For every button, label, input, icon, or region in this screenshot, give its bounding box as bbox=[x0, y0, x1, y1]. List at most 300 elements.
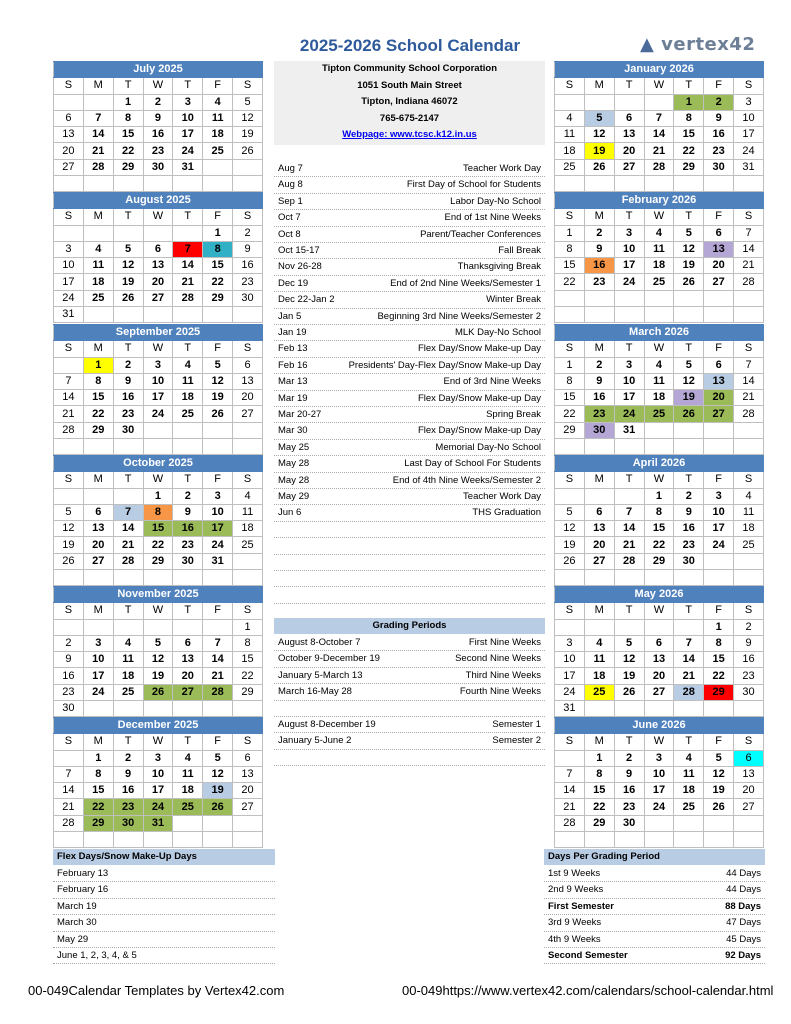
period-days: 44 Days bbox=[726, 884, 761, 896]
day-cell: 28 bbox=[555, 815, 585, 831]
empty-cell bbox=[113, 488, 143, 504]
event-description: Fall Break bbox=[498, 245, 541, 256]
day-cell: 16 bbox=[113, 390, 143, 406]
event-date: Jun 6 bbox=[278, 507, 302, 519]
day-cell: 25 bbox=[555, 159, 585, 175]
event-date: Mar 13 bbox=[278, 376, 308, 388]
day-cell: 18 bbox=[233, 521, 263, 537]
day-cell: 3 bbox=[143, 357, 173, 373]
weekday-label: F bbox=[704, 472, 734, 488]
day-cell: 5 bbox=[614, 635, 644, 651]
weekday-label: T bbox=[173, 734, 203, 750]
day-cell: 29 bbox=[143, 553, 173, 569]
empty-cell bbox=[734, 307, 764, 323]
day-cell: 17 bbox=[143, 390, 173, 406]
weekday-label: F bbox=[704, 78, 734, 94]
day-cell: 19 bbox=[113, 274, 143, 290]
day-cell: 2 bbox=[143, 94, 173, 110]
month-name: June 2026 bbox=[555, 718, 764, 734]
day-cell: 22 bbox=[674, 143, 704, 159]
empty-cell bbox=[614, 290, 644, 306]
weekday-label: F bbox=[203, 603, 233, 619]
day-cell: 16 bbox=[173, 521, 203, 537]
empty-cell bbox=[704, 290, 734, 306]
event-description: Presidents' Day-Flex Day/Snow Make-up Day bbox=[348, 359, 541, 371]
month-calendar bbox=[554, 61, 764, 192]
day-cell: 23 bbox=[54, 684, 84, 700]
weekday-label: F bbox=[203, 734, 233, 750]
event-date: Mar 19 bbox=[278, 392, 308, 404]
empty-cell bbox=[704, 832, 734, 848]
day-cell: 1 bbox=[644, 488, 674, 504]
day-cell: 13 bbox=[54, 127, 84, 143]
day-cell: 20 bbox=[83, 537, 113, 553]
day-cell: 6 bbox=[173, 635, 203, 651]
day-cell: 22 bbox=[143, 537, 173, 553]
empty-cell bbox=[83, 832, 113, 848]
day-cell: 24 bbox=[54, 290, 84, 306]
weekday-label: M bbox=[584, 341, 614, 357]
day-cell: 4 bbox=[674, 750, 704, 766]
empty-cell bbox=[54, 176, 84, 192]
empty-cell bbox=[173, 439, 203, 455]
day-cell: 28 bbox=[113, 553, 143, 569]
day-cell: 17 bbox=[83, 668, 113, 684]
empty-cell bbox=[173, 832, 203, 848]
day-cell: 16 bbox=[674, 521, 704, 537]
day-cell: 30 bbox=[233, 290, 263, 306]
day-cell: 13 bbox=[644, 652, 674, 668]
empty-row bbox=[274, 538, 545, 554]
day-cell: 5 bbox=[113, 241, 143, 257]
weekday-label: W bbox=[644, 209, 674, 225]
day-cell: 7 bbox=[555, 766, 585, 782]
day-cell: 30 bbox=[113, 815, 143, 831]
day-cell: 26 bbox=[233, 143, 263, 159]
weekday-label: T bbox=[173, 472, 203, 488]
event-date: Dec 19 bbox=[278, 277, 309, 289]
day-cell: 30 bbox=[173, 553, 203, 569]
day-cell: 19 bbox=[674, 258, 704, 274]
event-date: May 29 bbox=[278, 491, 310, 502]
grading-range: January 5-March 13 bbox=[278, 669, 363, 681]
day-cell: 29 bbox=[113, 159, 143, 175]
weekday-label: T bbox=[173, 341, 203, 357]
footer-url[interactable]: 00-049https://www.vertex42.com/calendars/school-calendar.html bbox=[402, 983, 774, 998]
day-cell: 4 bbox=[203, 94, 233, 110]
day-cell: 18 bbox=[113, 668, 143, 684]
day-cell: 22 bbox=[203, 274, 233, 290]
day-cell: 16 bbox=[734, 652, 764, 668]
weekday-label: T bbox=[113, 734, 143, 750]
day-cell: 4 bbox=[734, 488, 764, 504]
school-info-box bbox=[274, 61, 545, 145]
day-cell: 20 bbox=[233, 390, 263, 406]
empty-cell bbox=[54, 94, 84, 110]
day-cell: 10 bbox=[644, 766, 674, 782]
day-cell: 6 bbox=[233, 750, 263, 766]
weekday-label: S bbox=[734, 78, 764, 94]
flex-day-item: June 1, 2, 3, 4, & 5 bbox=[53, 948, 275, 964]
day-cell: 7 bbox=[644, 110, 674, 126]
day-cell: 17 bbox=[704, 521, 734, 537]
empty-cell bbox=[143, 832, 173, 848]
day-cell: 16 bbox=[584, 258, 614, 274]
day-cell: 14 bbox=[674, 652, 704, 668]
day-cell: 1 bbox=[83, 750, 113, 766]
weekday-label: F bbox=[203, 78, 233, 94]
days-per-period-row bbox=[544, 882, 765, 898]
empty-cell bbox=[54, 619, 84, 635]
day-cell: 8 bbox=[83, 766, 113, 782]
day-cell: 24 bbox=[734, 143, 764, 159]
day-cell: 14 bbox=[203, 652, 233, 668]
day-cell: 5 bbox=[674, 225, 704, 241]
day-cell: 5 bbox=[584, 110, 614, 126]
month-name: January 2026 bbox=[555, 62, 764, 78]
day-cell: 26 bbox=[54, 553, 84, 569]
period-label: 2nd 9 Weeks bbox=[548, 884, 604, 896]
empty-cell bbox=[555, 290, 585, 306]
day-cell: 31 bbox=[614, 422, 644, 438]
month-name: March 2026 bbox=[555, 325, 764, 341]
day-cell: 31 bbox=[734, 159, 764, 175]
day-cell: 15 bbox=[644, 521, 674, 537]
empty-cell bbox=[83, 439, 113, 455]
empty-row bbox=[274, 571, 545, 587]
empty-cell bbox=[233, 701, 263, 717]
day-cell: 19 bbox=[54, 537, 84, 553]
day-cell: 20 bbox=[734, 783, 764, 799]
days-per-period-row bbox=[544, 866, 765, 882]
day-cell: 9 bbox=[233, 241, 263, 257]
day-cell: 2 bbox=[674, 488, 704, 504]
logo-text: vertex42 bbox=[661, 34, 756, 55]
day-cell: 24 bbox=[173, 143, 203, 159]
day-cell: 3 bbox=[203, 488, 233, 504]
weekday-label: M bbox=[83, 734, 113, 750]
month-calendar bbox=[53, 324, 263, 455]
day-cell: 1 bbox=[555, 225, 585, 241]
day-cell: 18 bbox=[173, 390, 203, 406]
day-cell: 3 bbox=[614, 357, 644, 373]
weekday-label: F bbox=[203, 341, 233, 357]
days-per-period-heading: Days Per Grading Period bbox=[544, 849, 765, 865]
weekday-label: T bbox=[674, 603, 704, 619]
grading-period-row bbox=[274, 651, 545, 667]
day-cell: 30 bbox=[143, 159, 173, 175]
day-cell: 8 bbox=[83, 373, 113, 389]
empty-cell bbox=[173, 225, 203, 241]
empty-cell bbox=[734, 701, 764, 717]
day-cell: 18 bbox=[644, 258, 674, 274]
weekday-label: W bbox=[644, 603, 674, 619]
day-cell: 1 bbox=[203, 225, 233, 241]
weekday-label: F bbox=[704, 341, 734, 357]
day-cell: 12 bbox=[555, 521, 585, 537]
school-webpage-link[interactable]: Webpage: www.tcsc.k12.in.us bbox=[342, 129, 477, 140]
weekday-label: F bbox=[704, 603, 734, 619]
day-cell: 10 bbox=[555, 652, 585, 668]
day-cell: 30 bbox=[674, 553, 704, 569]
event-row bbox=[274, 177, 545, 193]
empty-cell bbox=[584, 439, 614, 455]
day-cell: 5 bbox=[54, 504, 84, 520]
empty-cell bbox=[644, 439, 674, 455]
flex-days-heading: Flex Days/Snow Make-Up Days bbox=[53, 849, 275, 865]
day-cell: 21 bbox=[173, 274, 203, 290]
day-cell: 30 bbox=[704, 159, 734, 175]
weekday-label: W bbox=[644, 78, 674, 94]
day-cell: 22 bbox=[704, 668, 734, 684]
empty-cell bbox=[584, 290, 614, 306]
event-description: Flex Day/Snow Make-up Day bbox=[417, 425, 541, 437]
event-description: First Day of School for Students bbox=[406, 179, 541, 191]
event-row bbox=[274, 194, 545, 210]
day-cell: 17 bbox=[644, 783, 674, 799]
day-cell: 23 bbox=[584, 406, 614, 422]
empty-cell bbox=[143, 176, 173, 192]
school-phone: 765-675-2147 bbox=[379, 112, 440, 124]
grading-label: Semester 1 bbox=[492, 719, 541, 730]
empty-cell bbox=[614, 570, 644, 586]
month-name: December 2025 bbox=[54, 718, 263, 734]
month-calendar bbox=[53, 717, 263, 848]
event-description: Thanksgiving Break bbox=[457, 261, 541, 273]
day-cell: 12 bbox=[203, 766, 233, 782]
weekday-label: S bbox=[233, 341, 263, 357]
day-cell: 6 bbox=[83, 504, 113, 520]
event-description: Labor Day-No School bbox=[450, 195, 541, 207]
day-cell: 14 bbox=[734, 241, 764, 257]
event-date: Feb 13 bbox=[278, 343, 308, 355]
day-cell: 12 bbox=[704, 766, 734, 782]
day-cell: 6 bbox=[233, 357, 263, 373]
event-row bbox=[274, 407, 545, 423]
day-cell: 25 bbox=[203, 143, 233, 159]
weekday-label: S bbox=[54, 209, 84, 225]
day-cell: 27 bbox=[233, 406, 263, 422]
weekday-label: T bbox=[113, 78, 143, 94]
day-cell: 26 bbox=[584, 159, 614, 175]
day-cell: 1 bbox=[83, 357, 113, 373]
empty-cell bbox=[113, 225, 143, 241]
empty-cell bbox=[173, 176, 203, 192]
day-cell: 17 bbox=[143, 783, 173, 799]
weekday-label: W bbox=[143, 603, 173, 619]
day-cell: 25 bbox=[233, 537, 263, 553]
days-per-period-row bbox=[544, 899, 765, 915]
empty-cell bbox=[614, 439, 644, 455]
day-cell: 18 bbox=[173, 783, 203, 799]
day-cell: 3 bbox=[614, 225, 644, 241]
day-cell: 14 bbox=[54, 390, 84, 406]
weekday-label: S bbox=[734, 209, 764, 225]
weekday-label: T bbox=[674, 341, 704, 357]
day-cell: 17 bbox=[173, 127, 203, 143]
day-cell: 25 bbox=[173, 406, 203, 422]
day-cell: 15 bbox=[83, 783, 113, 799]
empty-cell bbox=[644, 619, 674, 635]
day-cell: 9 bbox=[584, 373, 614, 389]
empty-cell bbox=[113, 832, 143, 848]
empty-cell bbox=[113, 176, 143, 192]
empty-cell bbox=[113, 307, 143, 323]
day-cell: 22 bbox=[83, 406, 113, 422]
day-cell: 13 bbox=[584, 521, 614, 537]
day-cell: 6 bbox=[734, 750, 764, 766]
day-cell: 27 bbox=[644, 684, 674, 700]
day-cell: 28 bbox=[644, 159, 674, 175]
day-cell: 22 bbox=[113, 143, 143, 159]
day-cell: 22 bbox=[555, 274, 585, 290]
day-cell: 2 bbox=[173, 488, 203, 504]
empty-cell bbox=[555, 439, 585, 455]
day-cell: 1 bbox=[704, 619, 734, 635]
day-cell: 7 bbox=[113, 504, 143, 520]
empty-cell bbox=[83, 619, 113, 635]
empty-cell bbox=[203, 176, 233, 192]
month-name: October 2025 bbox=[54, 456, 263, 472]
vertex42-logo: ▲ vertex42 bbox=[640, 34, 756, 55]
grading-period-row bbox=[274, 684, 545, 700]
weekday-label: S bbox=[555, 734, 585, 750]
day-cell: 18 bbox=[555, 143, 585, 159]
empty-cell bbox=[734, 553, 764, 569]
day-cell: 29 bbox=[704, 684, 734, 700]
event-date: Sep 1 bbox=[278, 195, 303, 207]
weekday-label: T bbox=[614, 472, 644, 488]
month-calendar bbox=[53, 192, 263, 323]
event-description: Memorial Day-No School bbox=[435, 441, 541, 453]
empty-cell bbox=[674, 832, 704, 848]
day-cell: 11 bbox=[644, 373, 674, 389]
event-row bbox=[274, 325, 545, 341]
day-cell: 1 bbox=[555, 357, 585, 373]
weekday-label: T bbox=[674, 734, 704, 750]
weekday-label: M bbox=[584, 472, 614, 488]
day-cell: 4 bbox=[555, 110, 585, 126]
flex-day-item: March 19 bbox=[53, 899, 275, 915]
grading-range: August 8-December 19 bbox=[278, 719, 376, 730]
empty-cell bbox=[143, 307, 173, 323]
day-cell: 9 bbox=[54, 652, 84, 668]
day-cell: 5 bbox=[143, 635, 173, 651]
day-cell: 26 bbox=[674, 406, 704, 422]
weekday-label: W bbox=[143, 734, 173, 750]
month-name: November 2025 bbox=[54, 587, 263, 603]
day-cell: 4 bbox=[113, 635, 143, 651]
day-cell: 10 bbox=[614, 241, 644, 257]
empty-cell bbox=[704, 815, 734, 831]
event-row bbox=[274, 243, 545, 259]
empty-cell bbox=[173, 701, 203, 717]
day-cell: 27 bbox=[173, 684, 203, 700]
day-cell: 21 bbox=[734, 258, 764, 274]
flex-day-item: May 29 bbox=[53, 932, 275, 948]
day-cell: 6 bbox=[143, 241, 173, 257]
day-cell: 4 bbox=[173, 357, 203, 373]
empty-cell bbox=[203, 422, 233, 438]
event-description: Beginning 3rd Nine Weeks/Semester 2 bbox=[377, 310, 541, 322]
month-name: September 2025 bbox=[54, 325, 263, 341]
day-cell: 22 bbox=[584, 799, 614, 815]
event-date: May 28 bbox=[278, 458, 310, 470]
event-date: Mar 20-27 bbox=[278, 409, 322, 420]
day-cell: 8 bbox=[644, 504, 674, 520]
day-cell: 26 bbox=[203, 799, 233, 815]
page-title: 2025-2026 School Calendar bbox=[299, 36, 521, 55]
weekday-label: F bbox=[704, 209, 734, 225]
weekday-label: T bbox=[614, 209, 644, 225]
day-cell: 7 bbox=[614, 504, 644, 520]
grading-period-row bbox=[274, 717, 545, 733]
empty-cell bbox=[704, 570, 734, 586]
grading-label: Semester 2 bbox=[492, 735, 541, 747]
day-cell: 9 bbox=[173, 504, 203, 520]
event-description: End of 4th Nine Weeks/Semester 2 bbox=[392, 474, 541, 486]
day-cell: 17 bbox=[203, 521, 233, 537]
day-cell: 20 bbox=[644, 668, 674, 684]
empty-cell bbox=[203, 701, 233, 717]
event-row bbox=[274, 358, 545, 374]
day-cell: 16 bbox=[704, 127, 734, 143]
day-cell: 21 bbox=[644, 143, 674, 159]
day-cell: 10 bbox=[54, 258, 84, 274]
event-date: May 25 bbox=[278, 441, 310, 453]
days-per-period-row bbox=[544, 932, 765, 948]
day-cell: 21 bbox=[555, 799, 585, 815]
weekday-label: S bbox=[54, 341, 84, 357]
day-cell: 6 bbox=[614, 110, 644, 126]
day-cell: 16 bbox=[584, 390, 614, 406]
day-cell: 15 bbox=[143, 521, 173, 537]
day-cell: 14 bbox=[173, 258, 203, 274]
empty-cell bbox=[54, 570, 84, 586]
day-cell: 24 bbox=[644, 799, 674, 815]
empty-cell bbox=[704, 439, 734, 455]
grading-label: First Nine Weeks bbox=[468, 637, 541, 648]
day-cell: 1 bbox=[143, 488, 173, 504]
day-cell: 23 bbox=[674, 537, 704, 553]
day-cell: 23 bbox=[233, 274, 263, 290]
weekday-label: S bbox=[54, 603, 84, 619]
day-cell: 12 bbox=[233, 110, 263, 126]
empty-cell bbox=[173, 619, 203, 635]
day-cell: 11 bbox=[83, 258, 113, 274]
event-date: Mar 30 bbox=[278, 425, 308, 437]
event-row bbox=[274, 227, 545, 243]
day-cell: 8 bbox=[113, 110, 143, 126]
empty-cell bbox=[555, 832, 585, 848]
empty-cell bbox=[644, 94, 674, 110]
grading-period-row bbox=[274, 733, 545, 749]
empty-cell bbox=[614, 176, 644, 192]
day-cell: 10 bbox=[734, 110, 764, 126]
month-calendar bbox=[554, 586, 764, 717]
day-cell: 27 bbox=[704, 274, 734, 290]
day-cell: 13 bbox=[704, 241, 734, 257]
empty-cell bbox=[614, 488, 644, 504]
day-cell: 11 bbox=[173, 373, 203, 389]
empty-cell bbox=[584, 94, 614, 110]
day-cell: 22 bbox=[233, 668, 263, 684]
day-cell: 4 bbox=[173, 750, 203, 766]
event-date: Oct 8 bbox=[278, 228, 301, 240]
footer-credit: 00-049Calendar Templates by Vertex42.com bbox=[28, 983, 285, 998]
day-cell: 20 bbox=[614, 143, 644, 159]
school-name: Tipton Community School Corporation bbox=[321, 63, 498, 74]
